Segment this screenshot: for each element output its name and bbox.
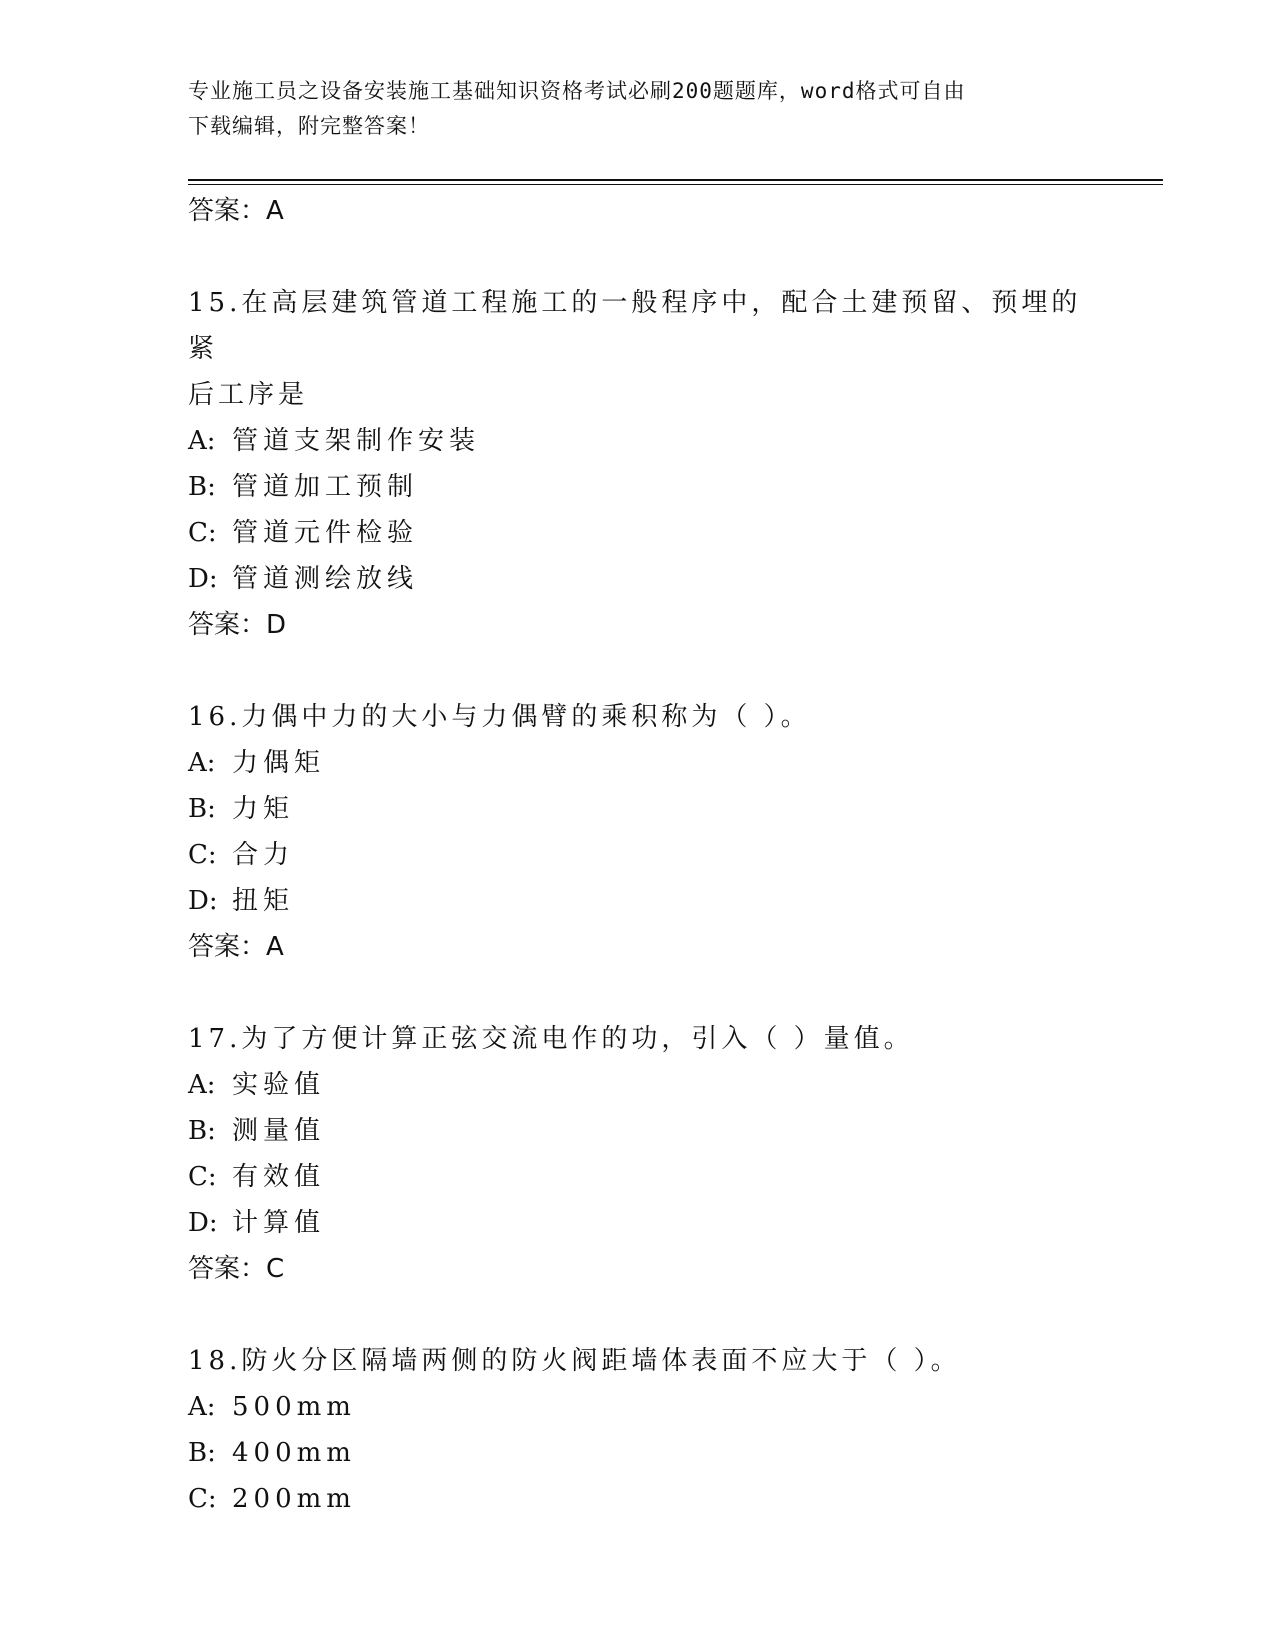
option-text: 管道元件检验 <box>232 518 419 548</box>
option-text: 实验值 <box>232 1070 326 1100</box>
header-line-1: 专业施工员之设备安装施工基础知识资格考试必刷200题题库，word格式可自由 <box>188 79 966 103</box>
option-label: C: <box>188 518 217 548</box>
option-label: C: <box>188 840 217 870</box>
option-label: D: <box>188 564 218 594</box>
option-d <box>188 556 1088 602</box>
option-a <box>188 1062 1088 1108</box>
question-text-continued: 后工序是 <box>188 380 309 410</box>
option-c <box>188 1476 1088 1522</box>
option-a <box>188 418 1088 464</box>
option-label: B: <box>188 472 216 502</box>
question-text: 18.防火分区隔墙两侧的防火阀距墙体表面不应大于（ ）。 <box>188 1346 961 1376</box>
question-text: 17.为了方便计算正弦交流电作的功，引入（ ）量值。 <box>188 1024 914 1054</box>
option-text: 测量值 <box>232 1116 326 1146</box>
previous-answer: 答案：A <box>188 196 284 226</box>
question-16 <box>188 694 1088 970</box>
option-label: A: <box>188 1070 216 1100</box>
option-c <box>188 510 1088 556</box>
option-label: B: <box>188 1116 216 1146</box>
question-15 <box>188 280 1088 648</box>
option-c <box>188 1154 1088 1200</box>
option-label: A: <box>188 748 216 778</box>
option-label: B: <box>188 1438 216 1468</box>
option-a <box>188 1384 1088 1430</box>
question-18 <box>188 1338 1088 1522</box>
option-label: C: <box>188 1162 217 1192</box>
option-text: 500mm <box>232 1392 356 1422</box>
option-c <box>188 832 1088 878</box>
question-text: 16.力偶中力的大小与力偶臂的乘积称为（ ）。 <box>188 702 811 732</box>
option-text: 有效值 <box>232 1162 326 1192</box>
option-label: D: <box>188 886 218 916</box>
option-text: 力矩 <box>232 794 295 824</box>
option-b <box>188 1108 1088 1154</box>
option-b <box>188 1430 1088 1476</box>
option-label: A: <box>188 1392 216 1422</box>
option-text: 400mm <box>232 1438 356 1468</box>
document-header <box>188 74 1068 144</box>
option-a <box>188 740 1088 786</box>
option-d <box>188 1200 1088 1246</box>
question-answer: 答案：A <box>188 932 284 962</box>
option-text: 200mm <box>232 1484 356 1514</box>
header-line-2: 下载编辑，附完整答案！ <box>188 114 430 138</box>
option-label: B: <box>188 794 216 824</box>
option-text: 合力 <box>232 840 295 870</box>
header-divider-thin <box>188 184 1163 185</box>
option-label: C: <box>188 1484 217 1514</box>
option-text: 计算值 <box>232 1208 326 1238</box>
option-label: A: <box>188 426 216 456</box>
option-text: 管道测绘放线 <box>232 564 419 594</box>
option-text: 力偶矩 <box>232 748 326 778</box>
question-answer: 答案：C <box>188 1254 285 1284</box>
option-text: 扭矩 <box>232 886 295 916</box>
option-text: 管道支架制作安装 <box>232 426 481 456</box>
option-b <box>188 464 1088 510</box>
question-17 <box>188 1016 1088 1292</box>
option-d <box>188 878 1088 924</box>
option-text: 管道加工预制 <box>232 472 419 502</box>
question-answer: 答案：D <box>188 610 287 640</box>
header-divider-thick <box>188 179 1163 181</box>
option-label: D: <box>188 1208 218 1238</box>
question-list <box>188 188 1088 1522</box>
question-text: 15.在高层建筑管道工程施工的一般程序中，配合土建预留、预埋的紧 <box>188 288 1082 364</box>
option-b <box>188 786 1088 832</box>
